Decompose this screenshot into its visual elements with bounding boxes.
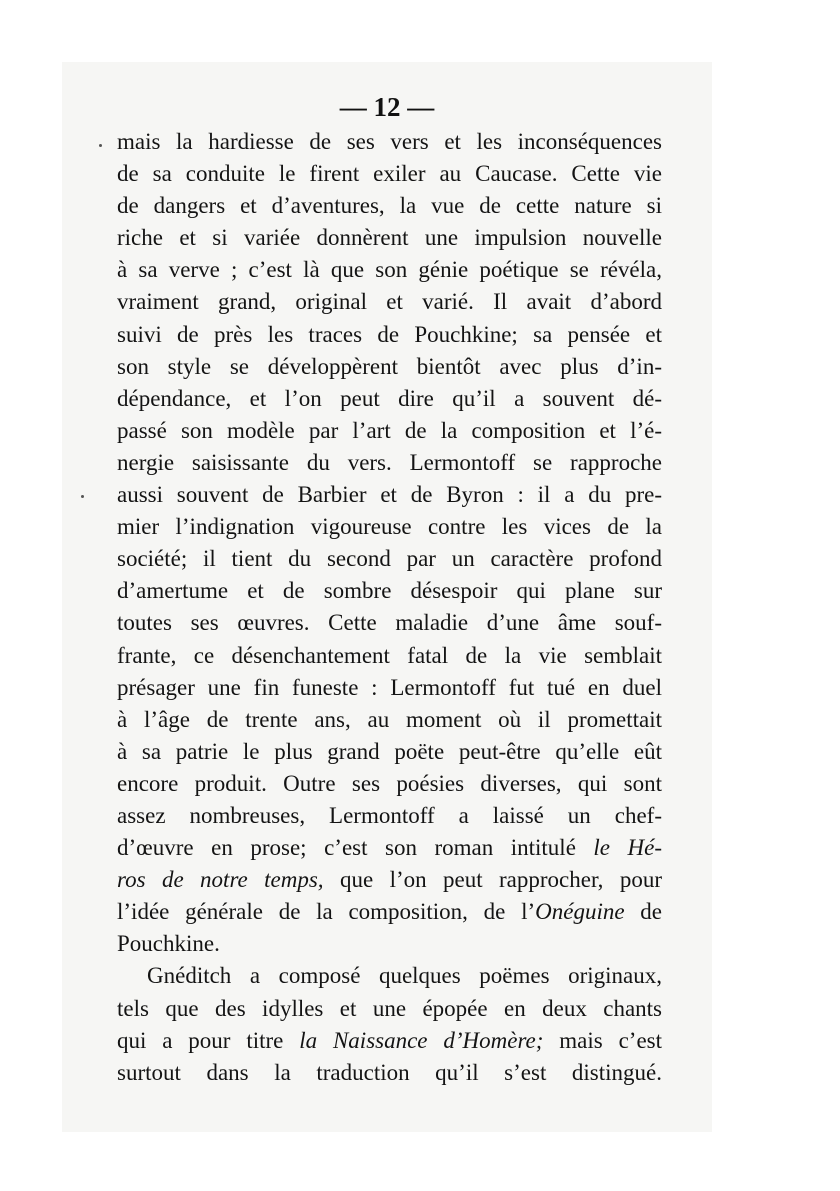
- text-line: [117, 254, 662, 286]
- body-text: [117, 126, 662, 1089]
- text-line: [117, 158, 662, 190]
- text-line: [117, 319, 662, 351]
- margin-speck: [81, 495, 84, 498]
- text-segment: Gnéditch a composé quelques poëmes originaux,: [147, 963, 662, 989]
- italic-title: la Naissance d’Homère;: [299, 1027, 544, 1053]
- text-line: [117, 800, 662, 832]
- text-segment: de: [624, 899, 662, 925]
- text-line: [117, 993, 662, 1025]
- text-line: [117, 928, 662, 960]
- text-segment: tels que des idylles et une épopée en deux chants: [117, 995, 662, 1021]
- text-segment: à l’âge de trente ans, au moment où il promettait: [117, 706, 662, 732]
- text-segment: mais la hardiesse de ses vers et les inconséquences: [117, 129, 662, 154]
- text-line: [117, 1025, 662, 1057]
- text-segment: surtout dans la traduction qu’il s’est distingué.: [117, 1059, 662, 1085]
- text-segment: encore produit. Outre ses poésies diverses, qui sont: [117, 770, 662, 796]
- text-segment: toutes ses œuvres. Cette maladie d’une âme souf-: [117, 610, 662, 636]
- text-segment: à sa verve ; c’est là que son génie poétique se révéla,: [117, 257, 662, 283]
- text-segment: mais c’est: [543, 1027, 662, 1053]
- text-segment: d’amertume et de sombre désespoir qui plane sur: [117, 578, 662, 604]
- text-segment: mier l’indignation vigoureuse contre les vices de la: [117, 514, 662, 540]
- text-line: [117, 415, 662, 447]
- text-line: [117, 832, 662, 864]
- text-line: [117, 511, 662, 543]
- text-segment: suivi de près les traces de Pouchkine; sa pensée et: [117, 321, 662, 347]
- text-line: [117, 575, 662, 607]
- page-number: — 12 —: [339, 92, 435, 122]
- text-segment: nergie saisissante du vers. Lermontoff se rapproche: [117, 449, 662, 475]
- text-line: [117, 960, 662, 992]
- text-segment: son style se développèrent bientôt avec plus d’in-: [117, 353, 662, 379]
- text-line: [117, 479, 662, 511]
- text-segment: frante, ce désenchantement fatal de la vie semblait: [117, 642, 662, 668]
- text-segment: passé son modèle par l’art de la composition et l’é-: [117, 417, 662, 443]
- text-line: [117, 286, 662, 318]
- text-segment: qui a pour titre: [117, 1027, 300, 1053]
- text-segment: Pouchkine.: [117, 931, 220, 957]
- text-segment: vraiment grand, original et varié. Il avait d’abord: [117, 289, 662, 315]
- text-segment: l’idée générale de la composition, de l’: [117, 899, 536, 925]
- text-line: [117, 190, 662, 222]
- text-segment: société; il tient du second par un caractère profond: [117, 546, 662, 572]
- text-segment: assez nombreuses, Lermontoff a laissé un chef-: [117, 802, 662, 828]
- text-line: [117, 351, 662, 383]
- text-line: [117, 864, 662, 896]
- text-line: [117, 1057, 662, 1089]
- text-segment: aussi souvent de Barbier et de Byron : il a du pre-: [117, 482, 662, 508]
- text-line: [117, 768, 662, 800]
- text-segment: à sa patrie le plus grand poëte peut-être qu’elle eût: [117, 738, 662, 764]
- text-line: [117, 640, 662, 672]
- text-segment: présager une fin funeste : Lermontoff fut tué en duel: [117, 674, 662, 700]
- text-segment: que l’on peut rapprocher, pour: [323, 867, 662, 893]
- text-line: [117, 704, 662, 736]
- book-page: [62, 62, 712, 1132]
- text-line: [117, 383, 662, 415]
- text-line: [117, 607, 662, 639]
- italic-title: Onéguine: [535, 899, 625, 925]
- text-segment: d’œuvre en prose; c’est son roman intitulé: [117, 835, 594, 861]
- text-line: [117, 126, 662, 158]
- text-line: [117, 447, 662, 479]
- text-segment: de dangers et d’aventures, la vue de cette nature si: [117, 193, 662, 219]
- margin-speck: [99, 144, 102, 147]
- text-line: [117, 222, 662, 254]
- text-line: [117, 543, 662, 575]
- italic-title: ros de notre temps,: [117, 867, 324, 893]
- text-segment: de sa conduite le firent exiler au Caucase. Cette vie: [117, 161, 662, 187]
- text-segment: dépendance, et l’on peut dire qu’il a souvent dé-: [117, 385, 662, 411]
- italic-title: le Hé-: [593, 835, 663, 861]
- text-line: [117, 736, 662, 768]
- text-line: [117, 896, 662, 928]
- text-segment: riche et si variée donnèrent une impulsion nouvelle: [117, 225, 662, 251]
- text-line: [117, 672, 662, 704]
